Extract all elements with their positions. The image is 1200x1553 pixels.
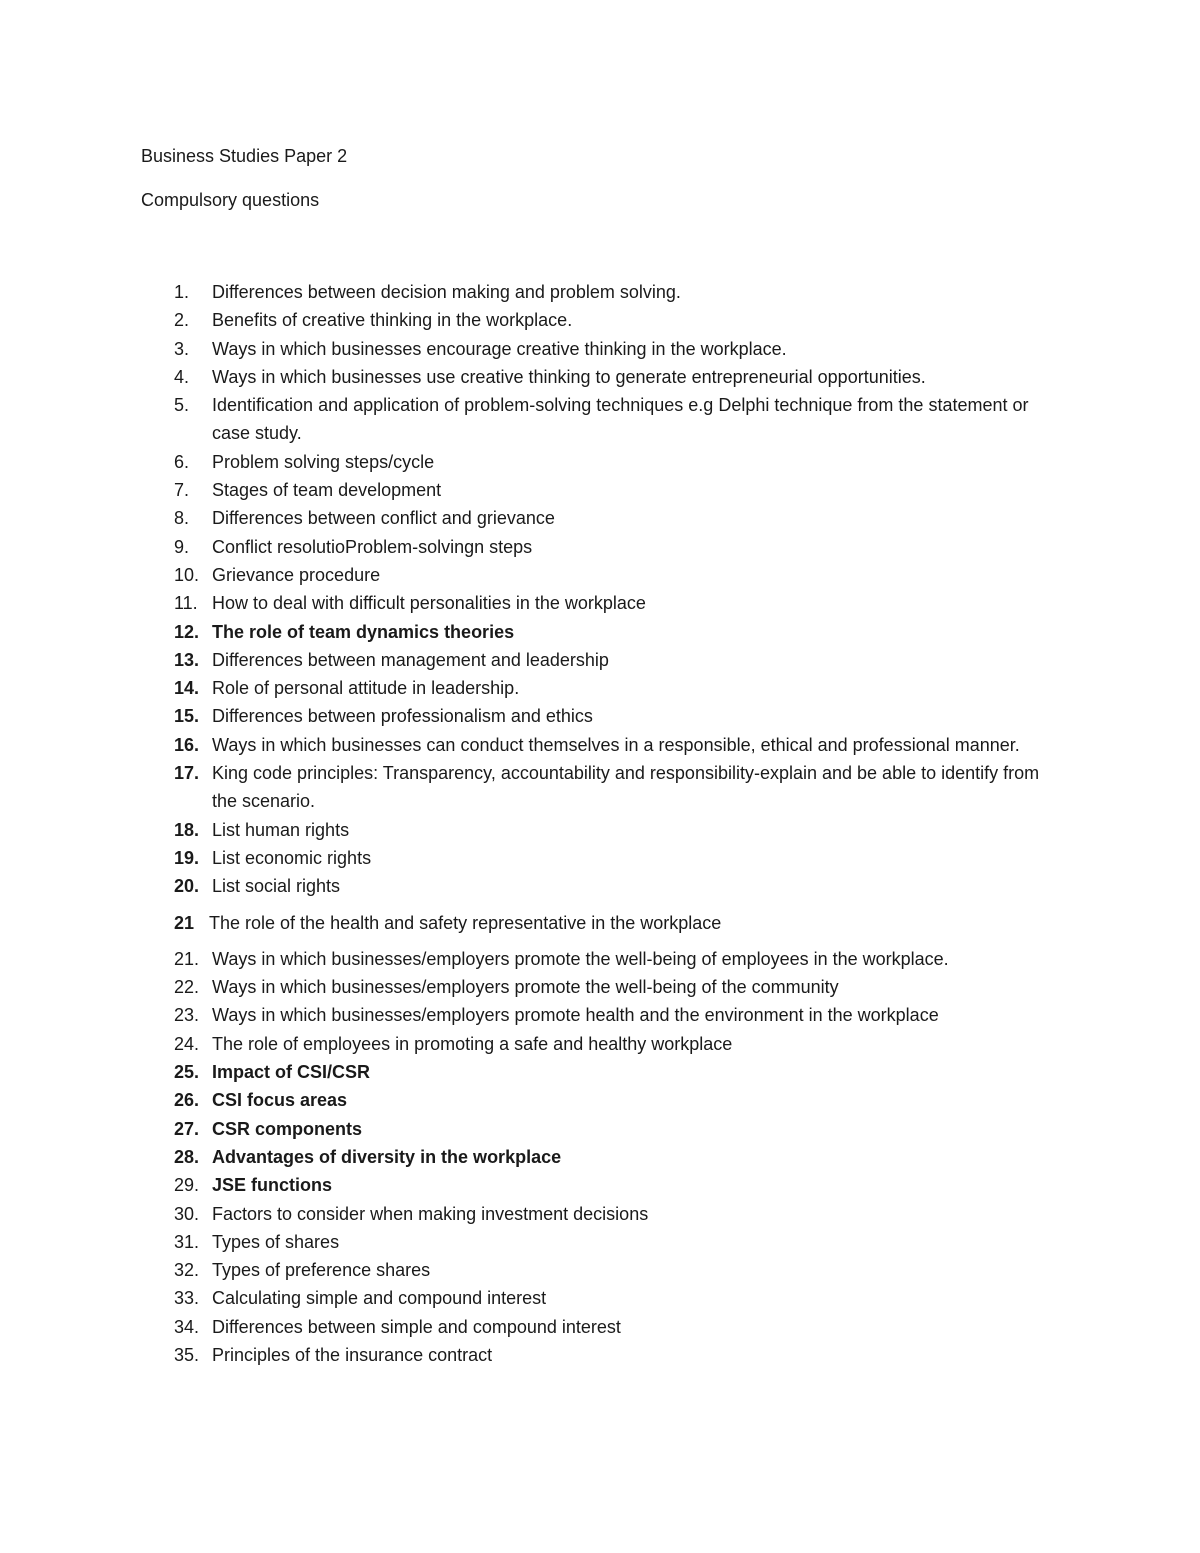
item-number: 17. xyxy=(174,763,200,784)
item-number: 25. xyxy=(174,1062,200,1083)
list-item xyxy=(0,816,1200,844)
list-item xyxy=(0,278,1200,306)
item-text: Differences between conflict and grievance xyxy=(212,508,555,529)
list-item xyxy=(0,909,1200,937)
item-text: Conflict resolutioProblem-solvingn steps xyxy=(212,536,533,557)
item-text: Factors to consider when making investment decisions xyxy=(212,1203,649,1224)
item-text: Ways in which businesses use creative thinking to generate entrepreneurial opportunities. xyxy=(212,366,926,387)
item-number: 20. xyxy=(174,876,200,897)
item-number: 8. xyxy=(174,508,190,529)
item-text: JSE functions xyxy=(212,1175,333,1196)
item-text: Ways in which businesses/employers promote the well-being of the community xyxy=(212,977,839,998)
item-number: 22. xyxy=(174,977,200,998)
list-item xyxy=(0,476,1200,504)
item-number: 18. xyxy=(174,819,200,840)
list-item xyxy=(0,1228,1200,1256)
list-item xyxy=(0,1200,1200,1228)
item-number: 21. xyxy=(174,948,200,969)
item-number: 27. xyxy=(174,1118,200,1139)
item-text: The role of team dynamics theories xyxy=(212,621,515,642)
list-item xyxy=(0,1143,1200,1171)
item-number: 21 xyxy=(174,912,195,933)
list-item xyxy=(0,1341,1200,1369)
item-text: Impact of CSI/CSR xyxy=(212,1062,371,1083)
item-number: 35. xyxy=(174,1344,200,1365)
list-item xyxy=(0,731,1200,759)
item-text: Grievance procedure xyxy=(212,564,381,585)
list-item xyxy=(0,872,1200,900)
document-title: Business Studies Paper 2 xyxy=(141,146,348,166)
item-text: List social rights xyxy=(212,876,341,897)
list-item xyxy=(0,1284,1200,1312)
list-item xyxy=(0,646,1200,674)
item-number: 3. xyxy=(174,338,190,359)
list-item xyxy=(0,1086,1200,1114)
item-number: 24. xyxy=(174,1033,200,1054)
item-text: Problem solving steps/cycle xyxy=(212,451,435,472)
list-item xyxy=(0,973,1200,1001)
item-text: Differences between decision making and problem solving. xyxy=(212,282,681,302)
list-item xyxy=(0,363,1200,391)
list-item xyxy=(0,533,1200,561)
item-number: 13. xyxy=(174,649,200,670)
item-text: Role of personal attitude in leadership. xyxy=(212,678,520,699)
item-text: CSR components xyxy=(212,1118,363,1139)
item-text: List human rights xyxy=(212,819,350,840)
item-number: 15. xyxy=(174,706,200,727)
item-number: 30. xyxy=(174,1203,200,1224)
item-text: Differences between simple and compound interest xyxy=(212,1316,621,1337)
item-number: 5. xyxy=(174,395,190,416)
document-subtitle: Compulsory questions xyxy=(141,190,320,210)
list-item xyxy=(0,702,1200,730)
item-number: 26. xyxy=(174,1090,200,1111)
list-item xyxy=(0,391,1200,448)
item-number: 12. xyxy=(174,621,200,642)
item-number: 31. xyxy=(174,1231,200,1252)
item-number: 16. xyxy=(174,734,200,755)
list-item xyxy=(0,1171,1200,1199)
item-text: Types of shares xyxy=(212,1231,340,1252)
item-number: 9. xyxy=(174,536,190,557)
item-text: Ways in which businesses/employers promote health and the environment in the workplace xyxy=(212,1005,939,1026)
item-number: 2. xyxy=(174,310,190,331)
item-text: Advantages of diversity in the workplace xyxy=(212,1146,562,1167)
item-number: 10. xyxy=(174,564,200,585)
list-item xyxy=(0,504,1200,532)
list-item xyxy=(0,1030,1200,1058)
list-item xyxy=(0,448,1200,476)
item-text: Ways in which businesses/employers promote the well-being of employees in the workplace. xyxy=(212,948,949,969)
item-text: Stages of team development xyxy=(212,480,442,501)
list-item xyxy=(0,589,1200,617)
list-item xyxy=(0,618,1200,646)
item-number: 7. xyxy=(174,480,190,501)
item-text: Differences between management and leadership xyxy=(212,649,609,670)
list-item xyxy=(0,1001,1200,1029)
list-item xyxy=(0,1313,1200,1341)
item-number: 6. xyxy=(174,451,190,472)
item-text: Differences between professionalism and ethics xyxy=(212,706,593,727)
list-item xyxy=(0,561,1200,589)
item-text: Identification and application of problem-solving techniques e.g Delphi technique from the statement or case study. xyxy=(212,395,1029,444)
list-item xyxy=(0,1256,1200,1284)
item-number: 32. xyxy=(174,1260,200,1281)
item-text: How to deal with difficult personalities in the workplace xyxy=(212,593,646,614)
item-number: 34. xyxy=(174,1316,200,1337)
item-text: CSI focus areas xyxy=(212,1090,348,1111)
item-text: The role of employees in promoting a safe and healthy workplace xyxy=(212,1033,733,1054)
list-item xyxy=(0,1115,1200,1143)
list-item xyxy=(0,1058,1200,1086)
item-text: Ways in which businesses encourage creative thinking in the workplace. xyxy=(212,338,787,359)
item-number: 14. xyxy=(174,678,200,699)
list-item xyxy=(0,674,1200,702)
list-item xyxy=(0,306,1200,334)
item-text: Types of preference shares xyxy=(212,1260,431,1281)
item-text: King code principles: Transparency, accountability and responsibility-explain and be able to identify from the scenario. xyxy=(212,763,1040,812)
item-number: 29. xyxy=(174,1175,200,1196)
item-number: 4. xyxy=(174,366,190,387)
item-number: 23. xyxy=(174,1005,200,1026)
item-text: Calculating simple and compound interest xyxy=(212,1288,547,1309)
item-text: Principles of the insurance contract xyxy=(212,1344,493,1365)
list-item xyxy=(0,844,1200,872)
question-list xyxy=(0,278,1200,1369)
item-number: 19. xyxy=(174,847,200,868)
item-number: 28. xyxy=(174,1146,200,1167)
list-item xyxy=(0,335,1200,363)
list-item xyxy=(0,945,1200,973)
item-number: 1. xyxy=(174,282,190,302)
item-number: 33. xyxy=(174,1288,200,1309)
item-text: List economic rights xyxy=(212,847,372,868)
item-number: 11. xyxy=(174,593,198,614)
item-text: Ways in which businesses can conduct themselves in a responsible, ethical and professional manner. xyxy=(212,734,1020,755)
list-item xyxy=(0,759,1200,816)
item-text: Benefits of creative thinking in the workplace. xyxy=(212,310,573,331)
item-text: The role of the health and safety representative in the workplace xyxy=(209,912,722,933)
